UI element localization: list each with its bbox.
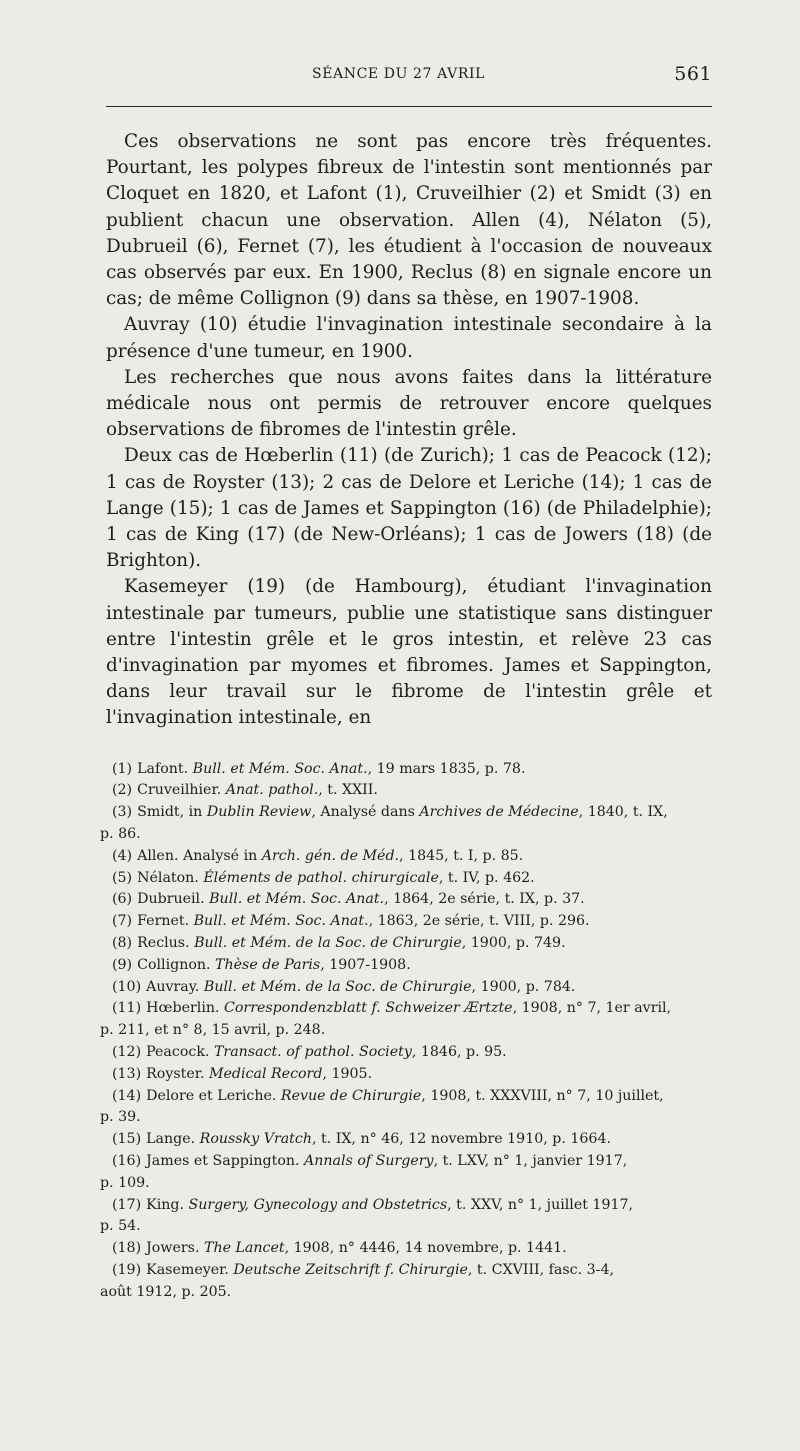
paragraph: Kasemeyer (19) (de Hambourg), étudiant l'invagination intestinale par tumeurs, publie une statistique sans distinguer entre l'intestin grêle et le gros intestin, et relève 23 cas d'invagination par myomes et fibromes. James et Sappington, dans leur travail sur le fibrome de l'intestin grêle et l'invagination intestinale, en bbox=[106, 576, 712, 729]
footnote-rest2: , 1840, t. IX, bbox=[578, 804, 668, 821]
footnote-rest: , 1908, t. XXXVIII, n° 7, 10 juillet, bbox=[421, 1087, 664, 1104]
footnote-author: Lafont. bbox=[137, 760, 189, 777]
footnote-work: Dublin Review bbox=[206, 804, 312, 821]
footnote-author: Reclus. bbox=[137, 935, 190, 952]
footnote-num: (17) bbox=[112, 1196, 142, 1213]
footnote-num: (16) bbox=[112, 1153, 142, 1170]
footnote-rest: , t. XXII. bbox=[318, 782, 378, 799]
footnote-author: Hœberlin. bbox=[146, 1000, 220, 1017]
footnote-work: Arch. gén. de Méd. bbox=[261, 847, 400, 864]
footnote bbox=[100, 1151, 712, 1195]
footnote-rest: , 1907-1908. bbox=[320, 956, 411, 973]
header-rule bbox=[106, 106, 712, 107]
paragraph: Ces observations ne sont pas encore très fréquentes. Pourtant, les polypes fibreux de l'intestin sont mentionnés par Cloquet en 1820, et Lafont (1), Cruveilhier (2) et Smidt (3) en publient chacun une observation. Allen (4), Nélaton (5), Dubrueil (6), Fernet (7), les étudient à l'occasion de nouveaux cas observés par eux. En 1900, Reclus (8) en signale encore un cas; de même Collignon (9) dans sa thèse, en 1907-1908. bbox=[106, 131, 712, 310]
footnote bbox=[112, 868, 712, 890]
footnote bbox=[112, 1042, 712, 1064]
footnote-author: Nélaton. bbox=[137, 869, 199, 886]
footnote-author: Lange. bbox=[146, 1131, 196, 1148]
footnote-rest: , 1864, 2e série, t. IX, p. 37. bbox=[384, 891, 585, 908]
footnote-num: (2) bbox=[112, 782, 133, 799]
footnote-num: (10) bbox=[112, 978, 142, 995]
footnote-num: (11) bbox=[112, 1000, 142, 1017]
footnote-work: Bull. et Mém. de la Soc. de Chirurgie bbox=[203, 978, 472, 995]
footnote-rest: , t. IX, n° 46, 12 novembre 1910, p. 1664. bbox=[311, 1131, 611, 1148]
footnote-rest: , 1900, p. 749. bbox=[461, 935, 566, 952]
footnote bbox=[100, 1086, 712, 1130]
page-number: 561 bbox=[674, 63, 712, 85]
footnote-rest: , 19 mars 1835, p. 78. bbox=[367, 760, 526, 777]
footnote bbox=[112, 846, 712, 868]
footnote-num: (12) bbox=[112, 1044, 142, 1061]
footnote bbox=[112, 780, 712, 802]
footnote-author: Delore et Leriche. bbox=[146, 1087, 277, 1104]
running-head-title: SÉANCE DU 27 AVRIL bbox=[312, 66, 485, 82]
footnote-author: King. bbox=[146, 1196, 184, 1213]
footnote-rest: , 1908, n° 4446, 14 novembre, p. 1441. bbox=[284, 1240, 567, 1257]
footnote-work: Deutsche Zeitschrift f. Chirurgie bbox=[233, 1262, 468, 1278]
footnote-num: (9) bbox=[112, 956, 133, 973]
footnote-rest: , t. LXV, n° 1, janvier 1917, bbox=[433, 1153, 628, 1170]
footnote-author: Fernet. bbox=[137, 913, 190, 930]
footnote bbox=[100, 998, 712, 1042]
footnote-work2: Archives de Médecine bbox=[419, 804, 579, 821]
footnote-work: Roussky Vratch bbox=[199, 1131, 312, 1148]
footnote-wrap: p. 86. bbox=[100, 826, 141, 843]
footnote-work: Éléments de pathol. chirurgicale bbox=[203, 869, 439, 886]
footnote-num: (18) bbox=[112, 1240, 142, 1257]
footnote-num: (8) bbox=[112, 935, 133, 952]
footnote bbox=[112, 1064, 712, 1086]
footnote-work: Correspondenzblatt f. Schweizer Ærtzte bbox=[224, 1000, 513, 1017]
footnote-work: Bull. et Mém. Soc. Anat. bbox=[192, 760, 368, 777]
footnote-rest: , 1863, 2e série, t. VIII, p. 296. bbox=[368, 913, 590, 930]
footnote-work: Thèse de Paris bbox=[215, 956, 321, 973]
footnotes bbox=[100, 759, 712, 1304]
footnote-num: (1) bbox=[112, 760, 133, 777]
footnote-wrap: p. 39. bbox=[100, 1109, 141, 1126]
footnote-author: Cruveilhier. bbox=[137, 782, 222, 799]
footnote-num: (4) bbox=[112, 847, 133, 864]
footnote-author: Kasemeyer. bbox=[146, 1262, 229, 1278]
footnote-rest: , 1846, p. 95. bbox=[411, 1044, 507, 1061]
footnote-work: Annals of Surgery bbox=[304, 1153, 434, 1170]
footnote bbox=[112, 911, 712, 933]
footnote bbox=[112, 889, 712, 911]
footnote bbox=[112, 955, 712, 977]
body-text bbox=[106, 129, 712, 732]
footnote bbox=[112, 933, 712, 955]
footnote-author: Jowers. bbox=[146, 1240, 200, 1257]
footnote-wrap: p. 211, et n° 8, 15 avril, p. 248. bbox=[100, 1022, 326, 1039]
footnote bbox=[112, 1238, 712, 1260]
footnote-author: Auvray. bbox=[146, 978, 200, 995]
footnote-rest: , Analysé dans bbox=[311, 804, 420, 821]
footnote bbox=[100, 1260, 712, 1304]
footnote-work: Transact. of pathol. Society bbox=[213, 1044, 412, 1061]
footnote-wrap: p. 109. bbox=[100, 1174, 150, 1191]
footnote-num: (14) bbox=[112, 1087, 142, 1104]
footnote bbox=[100, 1195, 712, 1239]
footnote-rest: , t. CXVIII, fasc. 3-4, bbox=[467, 1262, 614, 1278]
paragraph: Auvray (10) étudie l'invagination intestinale secondaire à la présence d'une tumeur, en 1900. bbox=[106, 314, 712, 362]
footnote-rest: , 1900, p. 784. bbox=[471, 978, 576, 995]
footnote-work: Bull. et Mém. Soc. Anat. bbox=[209, 891, 385, 908]
footnote-num: (19) bbox=[112, 1262, 142, 1278]
footnote-work: Bull. et Mém. Soc. Anat. bbox=[193, 913, 369, 930]
footnote-num: (7) bbox=[112, 913, 133, 930]
document-page bbox=[0, 64, 800, 1451]
footnote-rest: , 1905. bbox=[322, 1065, 373, 1082]
footnote-rest: , t. XXV, n° 1, juillet 1917, bbox=[447, 1196, 634, 1213]
footnote-num: (13) bbox=[112, 1065, 142, 1082]
footnote-author: James et Sappington. bbox=[146, 1153, 300, 1170]
footnote-wrap: août 1912, p. 205. bbox=[100, 1283, 232, 1300]
footnote-work: Revue de Chirurgie bbox=[280, 1087, 422, 1104]
footnote-author: Collignon. bbox=[137, 956, 211, 973]
footnote-rest: , 1845, t. I, p. 85. bbox=[399, 847, 524, 864]
footnote-author: Smidt, in bbox=[137, 804, 203, 821]
footnote-author: Allen. Analysé in bbox=[137, 847, 258, 864]
footnote-wrap: p. 54. bbox=[100, 1218, 141, 1235]
footnote-rest: , 1908, n° 7, 1er avril, bbox=[512, 1000, 672, 1017]
footnote-rest: , t. IV, p. 462. bbox=[438, 869, 535, 886]
footnote bbox=[112, 977, 712, 999]
footnote-num: (3) bbox=[112, 804, 133, 821]
footnote bbox=[112, 1129, 712, 1151]
footnote-author: Royster. bbox=[146, 1065, 205, 1082]
footnote-work: The Lancet bbox=[203, 1240, 285, 1257]
footnote-num: (15) bbox=[112, 1131, 142, 1148]
footnote-num: (5) bbox=[112, 869, 133, 886]
footnote bbox=[100, 802, 712, 846]
paragraph: Les recherches que nous avons faites dans la littérature médicale nous ont permis de retrouver encore quelques observations de fibromes de l'intestin grêle. bbox=[106, 366, 712, 441]
footnote-work: Bull. et Mém. de la Soc. de Chirurgie bbox=[194, 935, 462, 952]
footnote-work: Surgery, Gynecology and Obstetrics bbox=[188, 1196, 448, 1213]
footnote-num: (6) bbox=[112, 891, 133, 908]
running-head bbox=[106, 64, 712, 98]
paragraph: Deux cas de Hœberlin (11) (de Zurich); 1 cas de Peacock (12); 1 cas de Royster (13); 2 cas de Delore et Leriche (14); 1 cas de Lange (15); 1 cas de James et Sappington (16) (de Philadelphie); 1 cas de King (17) (de New-Orléans); 1 cas de Jowers (18) (de Brighton). bbox=[106, 445, 712, 572]
footnote-author: Peacock. bbox=[146, 1044, 210, 1061]
footnote-work: Medical Record bbox=[209, 1065, 323, 1082]
footnote bbox=[112, 759, 712, 781]
footnote-work: Anat. pathol. bbox=[225, 782, 319, 799]
footnote-author: Dubrueil. bbox=[137, 891, 205, 908]
